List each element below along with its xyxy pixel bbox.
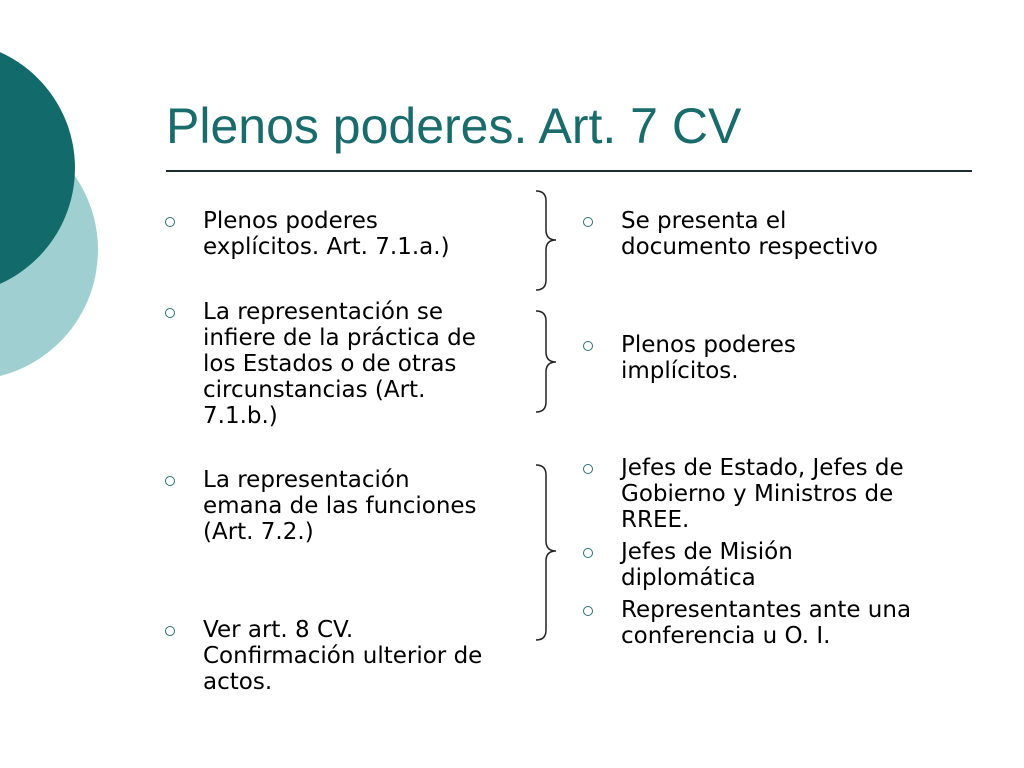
left-item-1-line-2: explícitos. Art. 7.1.a.) <box>203 234 450 260</box>
left-item-3-line-2: emana de las funciones <box>203 493 477 519</box>
hollow-circle-bullet-icon <box>583 548 593 558</box>
right-item-1-line-1: Se presenta el <box>621 208 787 234</box>
hollow-circle-bullet-icon <box>583 464 593 474</box>
brace-2 <box>536 311 556 412</box>
right-item-3-line-2: Gobierno y Ministros de <box>621 481 894 507</box>
right-item-4-line-2: diplomática <box>621 565 756 591</box>
brace-1 <box>536 191 556 290</box>
left-item-4-line-3: actos. <box>203 669 273 695</box>
left-item-4-line-1: Ver art. 8 CV. <box>203 617 354 643</box>
right-item-2-line-2: implícitos. <box>621 358 739 384</box>
left-item-2-line-1: La representación se <box>203 299 443 325</box>
right-item-5 <box>621 597 911 649</box>
right-item-4 <box>621 539 793 591</box>
hollow-circle-bullet-icon <box>583 217 593 227</box>
right-item-4-line-1: Jefes de Misión <box>621 539 793 565</box>
left-item-2-line-2: infiere de la práctica de <box>203 325 476 351</box>
left-item-3-line-1: La representación <box>203 467 410 493</box>
left-item-2-line-5: 7.1.b.) <box>203 403 278 429</box>
right-item-5-line-2: conferencia u O. I. <box>621 623 831 649</box>
left-item-1-line-1: Plenos poderes <box>203 208 378 234</box>
brace-3 <box>536 465 556 640</box>
right-item-3 <box>621 455 904 533</box>
left-item-4-line-2: Confirmación ulterior de <box>203 643 483 669</box>
right-item-1 <box>621 208 878 260</box>
left-item-3-line-3: (Art. 7.2.) <box>203 519 314 545</box>
left-item-2-line-3: los Estados o de otras <box>203 351 457 377</box>
right-item-3-line-3: RREE. <box>621 507 690 533</box>
right-item-5-line-1: Representantes ante una <box>621 597 912 623</box>
hollow-circle-bullet-icon <box>583 341 593 351</box>
right-item-2-line-1: Plenos poderes <box>621 332 796 358</box>
right-item-1-line-2: documento respectivo <box>621 234 878 260</box>
right-item-3-line-1: Jefes de Estado, Jefes de <box>621 455 904 481</box>
hollow-circle-bullet-icon <box>583 606 593 616</box>
right-item-2 <box>621 332 796 384</box>
left-item-2-line-4: circunstancias (Art. <box>203 377 426 403</box>
slide-title: Plenos poderes. Art. 7 CV <box>166 98 742 154</box>
